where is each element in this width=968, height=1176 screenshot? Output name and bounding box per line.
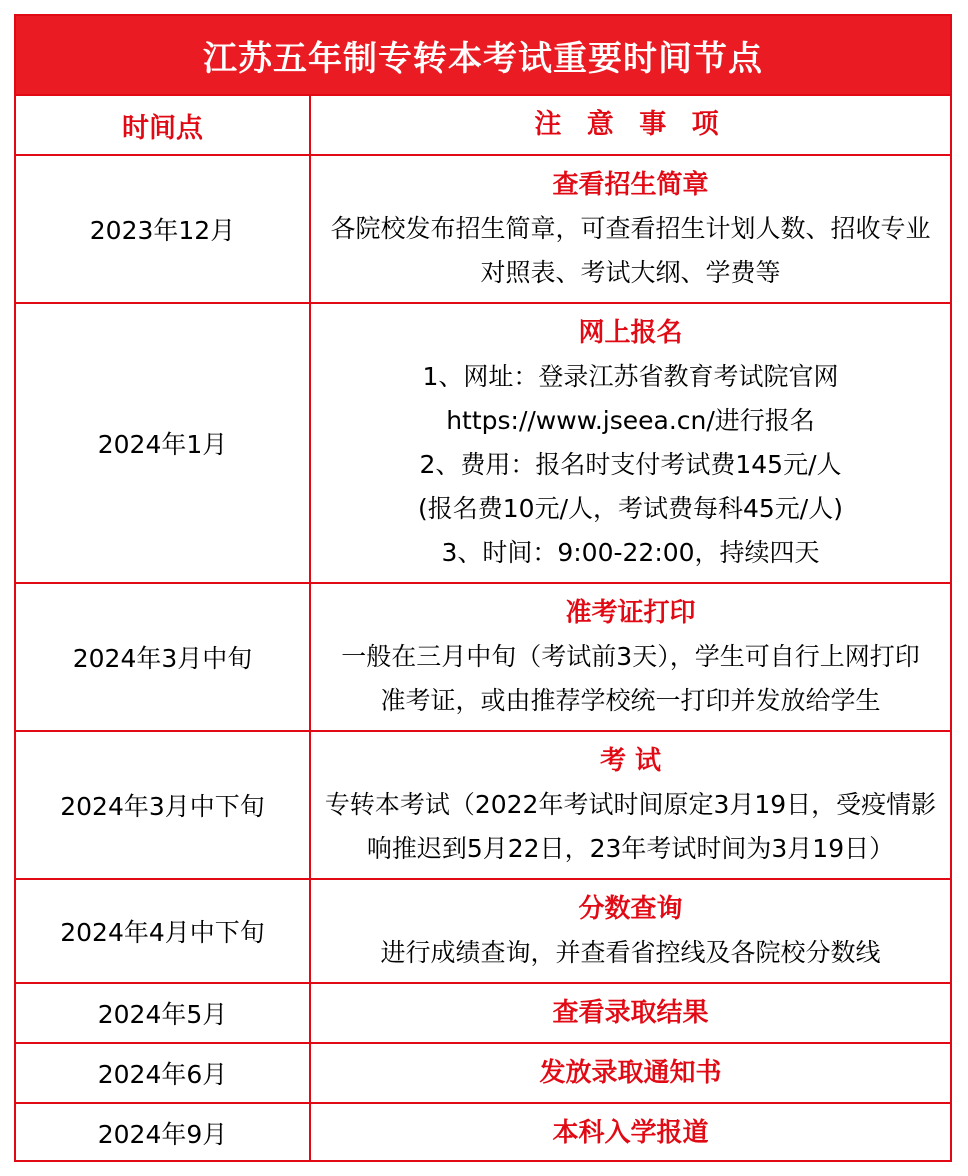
schedule-table	[14, 14, 952, 1162]
event-title: 网上报名	[578, 318, 683, 348]
note-line: 2、费用：报名时支付考试费145元/人	[419, 450, 842, 479]
row-time: 2024年3月中旬	[16, 584, 311, 730]
table-header-row	[16, 94, 950, 154]
note-line: 3、时间：9:00-22:00，持续四天	[441, 538, 820, 567]
row-time: 2024年5月	[16, 984, 311, 1042]
note-line: 进行成绩查询，并查看省控线及各院校分数线	[380, 938, 881, 967]
column-header-notes: 注 意 事 项	[534, 109, 727, 140]
row-time: 2024年9月	[16, 1104, 311, 1162]
row-notes	[311, 984, 950, 1042]
table-row	[16, 878, 950, 982]
column-header-time: 时间点	[16, 96, 311, 154]
row-notes	[311, 1044, 950, 1102]
row-time: 2024年6月	[16, 1044, 311, 1102]
row-notes	[311, 304, 950, 582]
table-row	[16, 1102, 950, 1162]
note-line: 对照表、考试大纲、学费等	[480, 258, 781, 287]
table-row	[16, 1042, 950, 1102]
note-line: 专转本考试（2022年考试时间原定3月19日，受疫情影	[324, 790, 937, 819]
row-notes	[311, 732, 950, 878]
event-title: 查看招生简章	[552, 170, 709, 200]
page-title: 江苏五年制专转本考试重要时间节点	[16, 16, 950, 94]
event-title: 发放录取通知书	[539, 1058, 722, 1088]
table-row	[16, 982, 950, 1042]
row-notes	[311, 584, 950, 730]
event-title: 查看录取结果	[552, 998, 709, 1028]
event-title: 本科入学报道	[552, 1118, 709, 1148]
table-row	[16, 154, 950, 302]
event-title: 分数查询	[578, 894, 683, 924]
row-time: 2024年3月中下旬	[16, 732, 311, 878]
table-row	[16, 730, 950, 878]
row-notes	[311, 880, 950, 982]
note-line: (报名费10元/人，考试费每科45元/人)	[418, 494, 843, 523]
row-notes	[311, 156, 950, 302]
note-line: https://www.jseea.cn/进行报名	[446, 406, 815, 435]
table-row	[16, 302, 950, 582]
event-title: 考 试	[599, 746, 662, 776]
row-time: 2023年12月	[16, 156, 311, 302]
note-line: 1、网址：登录江苏省教育考试院官网	[422, 362, 839, 391]
note-line: 各院校发布招生简章，可查看招生计划人数、招收专业	[330, 214, 931, 243]
note-line: 响推迟到5月22日，23年考试时间为3月19日）	[366, 834, 895, 863]
note-line: 准考证，或由推荐学校统一打印并发放给学生	[380, 686, 881, 715]
row-notes	[311, 1104, 950, 1162]
note-line: 一般在三月中旬（考试前3天），学生可自行上网打印	[341, 642, 920, 671]
row-time: 2024年4月中下旬	[16, 880, 311, 982]
event-title: 准考证打印	[565, 598, 696, 628]
row-time: 2024年1月	[16, 304, 311, 582]
table-row	[16, 582, 950, 730]
